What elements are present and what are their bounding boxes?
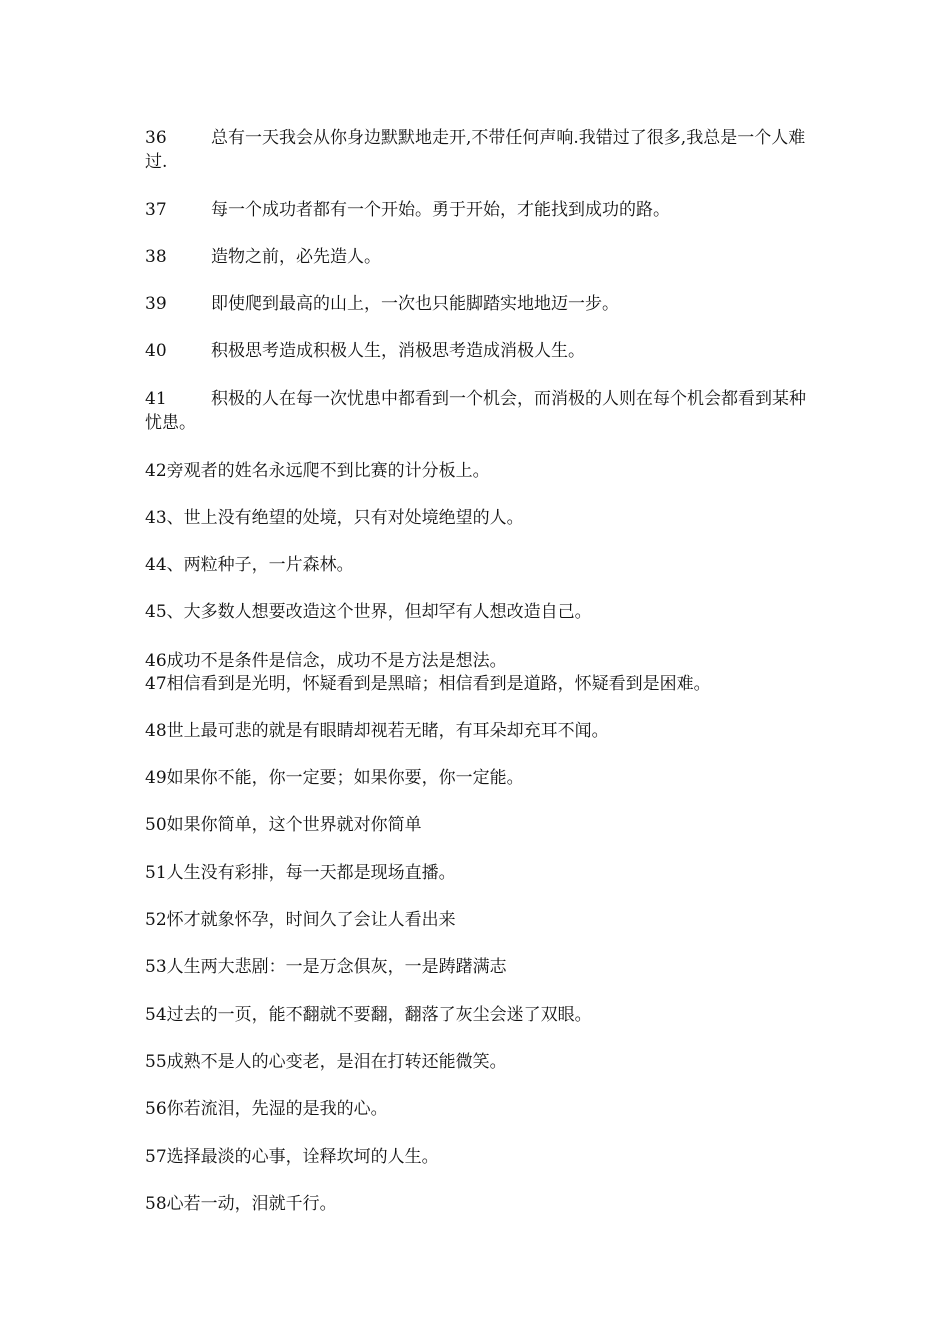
quote-entry-44	[145, 553, 815, 577]
entry-text: 你若流泪，先湿的是我的心。	[166, 1099, 388, 1119]
quote-entry-45	[145, 600, 815, 624]
entry-number: 51	[145, 863, 167, 883]
entry-text: 人生没有彩排，每一天都是现场直播。	[166, 863, 456, 883]
quote-entry-37	[145, 198, 815, 222]
entry-text: 如果你不能，你一定要；如果你要，你一定能。	[166, 768, 524, 788]
quote-entry-38	[145, 245, 815, 269]
entry-text: 如果你简单，这个世界就对你简单	[166, 815, 422, 835]
entry-number: 38	[145, 247, 167, 267]
entry-number: 44、	[145, 555, 184, 575]
quote-entry-39	[145, 292, 815, 316]
quote-entry-48	[145, 719, 815, 743]
entry-text: 积极的人在每一次忧患中都看到一个机会，而消极的人则在每个机会都看到某种忧患。	[145, 389, 806, 433]
entry-text: 每一个成功者都有一个开始。勇于开始，才能找到成功的路。	[211, 200, 670, 220]
entry-number: 50	[145, 815, 167, 835]
entry-number: 46	[145, 651, 167, 671]
entry-number: 55	[145, 1052, 167, 1072]
entry-number: 56	[145, 1099, 167, 1119]
entry-text: 总有一天我会从你身边默默地走开,不带任何声响.我错过了很多,我总是一个人难过.	[145, 128, 806, 172]
quote-entry-51	[145, 861, 815, 885]
entry-number: 57	[145, 1147, 167, 1167]
entry-text: 人生两大悲剧：一是万念俱灰，一是踌躇满志	[166, 957, 507, 977]
entry-text: 造物之前，必先造人。	[211, 247, 381, 267]
entry-text: 成熟不是人的心变老，是泪在打转还能微笑。	[166, 1052, 507, 1072]
quote-entry-56	[145, 1097, 815, 1121]
quote-entry-55	[145, 1050, 815, 1074]
entry-number: 49	[145, 768, 167, 788]
entry-text: 两粒种子，一片森林。	[183, 555, 354, 575]
entry-number: 42	[145, 461, 167, 481]
entry-number: 58	[145, 1194, 167, 1214]
entry-number: 39	[145, 294, 167, 314]
quote-entry-57	[145, 1145, 815, 1169]
entry-text: 相信看到是光明，怀疑看到是黑暗；相信看到是道路，怀疑看到是困难。	[166, 674, 711, 694]
quote-entry-42	[145, 459, 815, 483]
entry-number: 45、	[145, 602, 184, 622]
quote-entry-54	[145, 1003, 815, 1027]
entry-number: 36	[145, 128, 167, 148]
quote-entry-58	[145, 1192, 815, 1216]
quote-entry-49	[145, 766, 815, 790]
entry-number: 53	[145, 957, 167, 977]
entry-text: 世上没有绝望的处境，只有对处境绝望的人。	[183, 508, 524, 528]
quote-entry-41	[145, 387, 815, 435]
entry-number: 40	[145, 341, 167, 361]
quote-entry-47	[145, 672, 815, 696]
entry-number: 47	[145, 674, 167, 694]
entry-text: 即使爬到最高的山上，一次也只能脚踏实地地迈一步。	[211, 294, 619, 314]
quote-entry-36	[145, 126, 815, 174]
entry-text: 怀才就象怀孕，时间久了会让人看出来	[166, 910, 456, 930]
entry-text: 旁观者的姓名永远爬不到比赛的计分板上。	[166, 461, 490, 481]
entry-text: 世上最可悲的就是有眼睛却视若无睹，有耳朵却充耳不闻。	[166, 721, 609, 741]
quote-entry-46	[145, 649, 815, 673]
quote-entry-40	[145, 339, 815, 363]
quote-entry-53	[145, 955, 815, 979]
quote-entry-43	[145, 506, 815, 530]
entry-number: 54	[145, 1005, 167, 1025]
entry-text: 选择最淡的心事，诠释坎坷的人生。	[166, 1147, 439, 1167]
quote-entry-50	[145, 813, 815, 837]
entry-number: 48	[145, 721, 167, 741]
entry-text: 大多数人想要改造这个世界，但却罕有人想改造自己。	[183, 602, 592, 622]
entry-text: 心若一动，泪就千行。	[166, 1194, 337, 1214]
entry-text: 过去的一页，能不翻就不要翻，翻落了灰尘会迷了双眼。	[166, 1005, 592, 1025]
quote-entry-52	[145, 908, 815, 932]
entry-number: 37	[145, 200, 167, 220]
entry-number: 52	[145, 910, 167, 930]
entry-text: 成功不是条件是信念，成功不是方法是想法。	[166, 651, 507, 671]
entry-number: 43、	[145, 508, 184, 528]
entry-text: 积极思考造成积极人生，消极思考造成消极人生。	[211, 341, 585, 361]
entry-number: 41	[145, 389, 167, 409]
